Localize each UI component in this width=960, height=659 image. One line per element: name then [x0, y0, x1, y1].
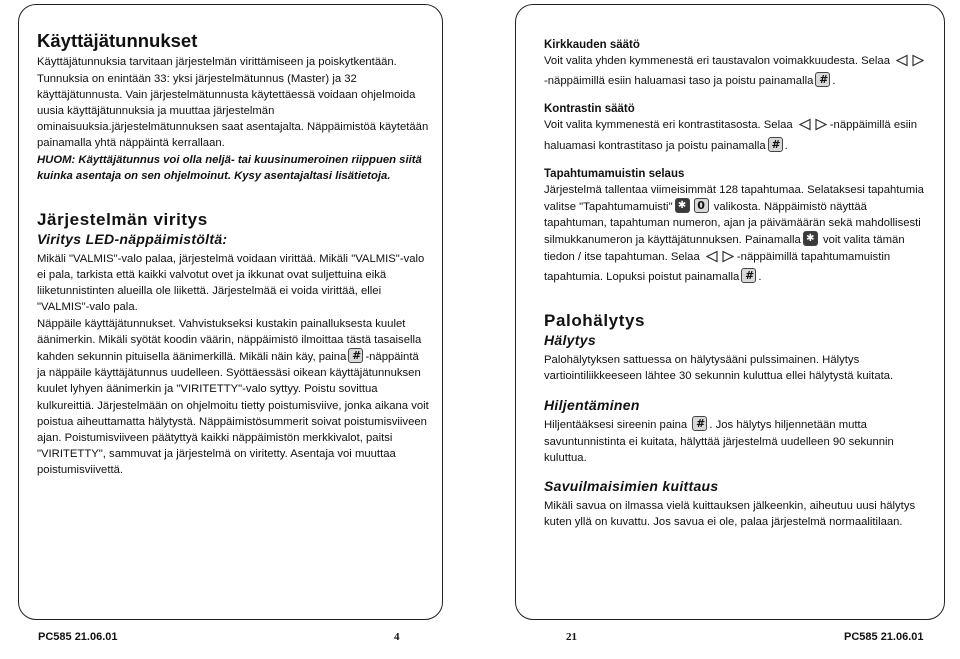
fire-alarm-title: Palohälytys — [544, 311, 646, 331]
right-page — [515, 4, 945, 620]
scroll-arrows-icon — [894, 54, 926, 72]
star-key-icon: ✱ — [803, 231, 818, 246]
section-subtitle-led-keypad: Viritys LED-näppäimistöltä: — [37, 230, 228, 247]
page-title: Käyttäjätunnukset — [37, 30, 198, 51]
left-footer-code: PC585 21.06.01 — [38, 631, 118, 643]
silence-text-a: Hiljentääksesi sireenin paina — [544, 419, 688, 432]
left-page-number: 4 — [394, 631, 400, 643]
intro-paragraph: Käyttäjätunnuksia tarvitaan järjestelmän virittämiseen ja poiskytkentään. Tunnuksia on enintään 33: yksi järjestelmätunnus (Master) ja 32 käyttäjätunnusta. Vain järjestelmätunnusta käytettäessä voidaan ohjelmoida uusia käyttäjätunnuksia ja muuttaa järjestelmän ominaisuuksia.järjestelmätunnuksen saat asentajalta. Näppäimistöä käytetään painamalla yhtä näppäintä kerrallaan. — [37, 56, 429, 150]
events-text-d: -näppäimillä tapahtumamuistin tapahtumia. Lopuksi poistut painamalla — [544, 250, 891, 283]
ready-light-paragraph: Mikäli "VALMIS"-valo palaa, järjestelmä voidaan virittää. Mikäli "VALMIS"-valo ei pala, tarkista että kaikki valvotut ovet ja ikkunat ovat suljettuina eikä liiketunnistinten alueilla ole liikettä. Järjestelmää ei voida virittää, ellei "VALMIS"-valo pala. — [37, 252, 425, 314]
zero-key-icon: 0 — [694, 198, 709, 213]
left-page — [18, 4, 443, 620]
right-footer-code: PC585 21.06.01 — [844, 631, 924, 643]
brightness-text-c: . — [832, 75, 836, 88]
contrast-paragraph — [544, 117, 930, 153]
event-buffer-paragraph — [544, 182, 930, 285]
hash-key-icon: # — [692, 416, 707, 431]
events-text-e: . — [758, 270, 762, 283]
silence-paragraph — [544, 416, 930, 466]
fire-alarm-paragraph: Palohälytyksen sattuessa on hälytysääni pulssimainen. Hälytys vartiointiliikkeeseen lähtee 30 sekunnin kuluttua ellei hälytystä kuitata. — [544, 354, 894, 383]
contrast-text-c: . — [784, 139, 788, 152]
event-buffer-title: Tapahtumamuistin selaus — [544, 167, 685, 180]
hash-key-icon: # — [768, 137, 783, 152]
arming-text-b: -näppäintä ja näppäile käyttäjätunnus uudelleen. Syöttäessäsi oikean käyttäjätunnuksen kuulet lyhyen äänimerkin ja "VIRITETTY"-valo syttyy. Poistu sovittua kulkureittiä. Järjestelmään on ohjelmoitu tietty poistumisviive, jonka aikana voit poistua aiheuttamatta hälytystä. Näppäimistösummerit soivat poistumisviiveen ajan. Poistumisviiveen päätyttyä kaikki näppäimistön merkkivalot, paitsi "VIRITETTY", sammuvat ja järjestelmä on viritetty. Asentaja voi muuttaa poistumisviivettä. — [37, 350, 429, 477]
scroll-arrows-icon — [704, 250, 736, 268]
section-title-arming: Järjestelmän viritys — [37, 209, 208, 229]
hash-key-icon: # — [815, 72, 830, 87]
contrast-text-b: -näppäimillä esiin haluamasi kontrastitaso ja poistu painamalla — [544, 119, 918, 152]
smoke-ack-title: Savuilmaisimien kuittaus — [544, 478, 719, 495]
scroll-arrows-icon — [797, 118, 829, 136]
star-key-icon: ✱ — [675, 198, 690, 213]
brightness-title: Kirkkauden säätö — [544, 39, 640, 51]
events-text-c: voit valita tämän tiedon / itse tapahtuman. Selaa — [544, 234, 905, 263]
brightness-text-b: -näppäimillä esiin haluamasi taso ja poistu painamalla — [544, 75, 814, 88]
silence-text-b: . Jos hälytys hiljennetään mutta savuntunnistinta ei kuitata, hälyttää järjestelmä uudelleen 90 sekunnin kuluttua. — [544, 419, 894, 464]
contrast-text-a: Voit valita kymmenestä eri kontrastitasosta. Selaa — [544, 119, 793, 132]
events-text-b: valikosta. Näppäimistö näyttää tapahtuman, tapahtuman numeron, ajan ja päivämäärän sekä mahdollisesti silmukkanumeron ja käyttäjätunnuksen. Painamalla — [544, 201, 921, 247]
hash-key-icon: # — [348, 348, 363, 363]
arming-paragraph — [37, 316, 430, 479]
smoke-ack-paragraph: Mikäli savua on ilmassa vielä kuittauksen jälkeenkin, aiheutuu uusi hälytys kuten yllä on kuvattu. Jos savua ei ole, palaa järjestelmä normaalitilaan. — [544, 499, 916, 529]
hash-key-icon: # — [741, 268, 756, 283]
arming-text-a: Näppäile käyttäjätunnukset. Vahvistukseksi kustakin painalluksesta kuulet äänimerkin. Mikäli syötät koodin väärin, näppäimistö ilmoittaa tästä tasaisella kahden sekunnin pituisella äänimerkillä. Mikäli näin käy, paina — [37, 317, 422, 363]
contrast-title: Kontrastin säätö — [544, 103, 635, 116]
fire-alarm-subtitle: Hälytys — [544, 332, 596, 349]
brightness-text-a: Voit valita yhden kymmenestä eri taustavalon voimakkuudesta. Selaa — [544, 55, 891, 67]
silence-title: Hiljentäminen — [544, 396, 640, 413]
warning-note: HUOM: Käyttäjätunnus voi olla neljä- tai kuusinumeroinen riippuen siitä kuinka asentaja on sen ohjelmoinut. Kysy asentajaltasi lisätietoja. — [37, 153, 422, 182]
brightness-paragraph — [544, 53, 930, 89]
events-text-a: Järjestelmä tallentaa viimeisimmät 128 tapahtumaa. Selataksesi tapahtumia valitse "Tapahtumamuisti" — [544, 183, 924, 214]
right-page-number: 21 — [566, 631, 577, 643]
